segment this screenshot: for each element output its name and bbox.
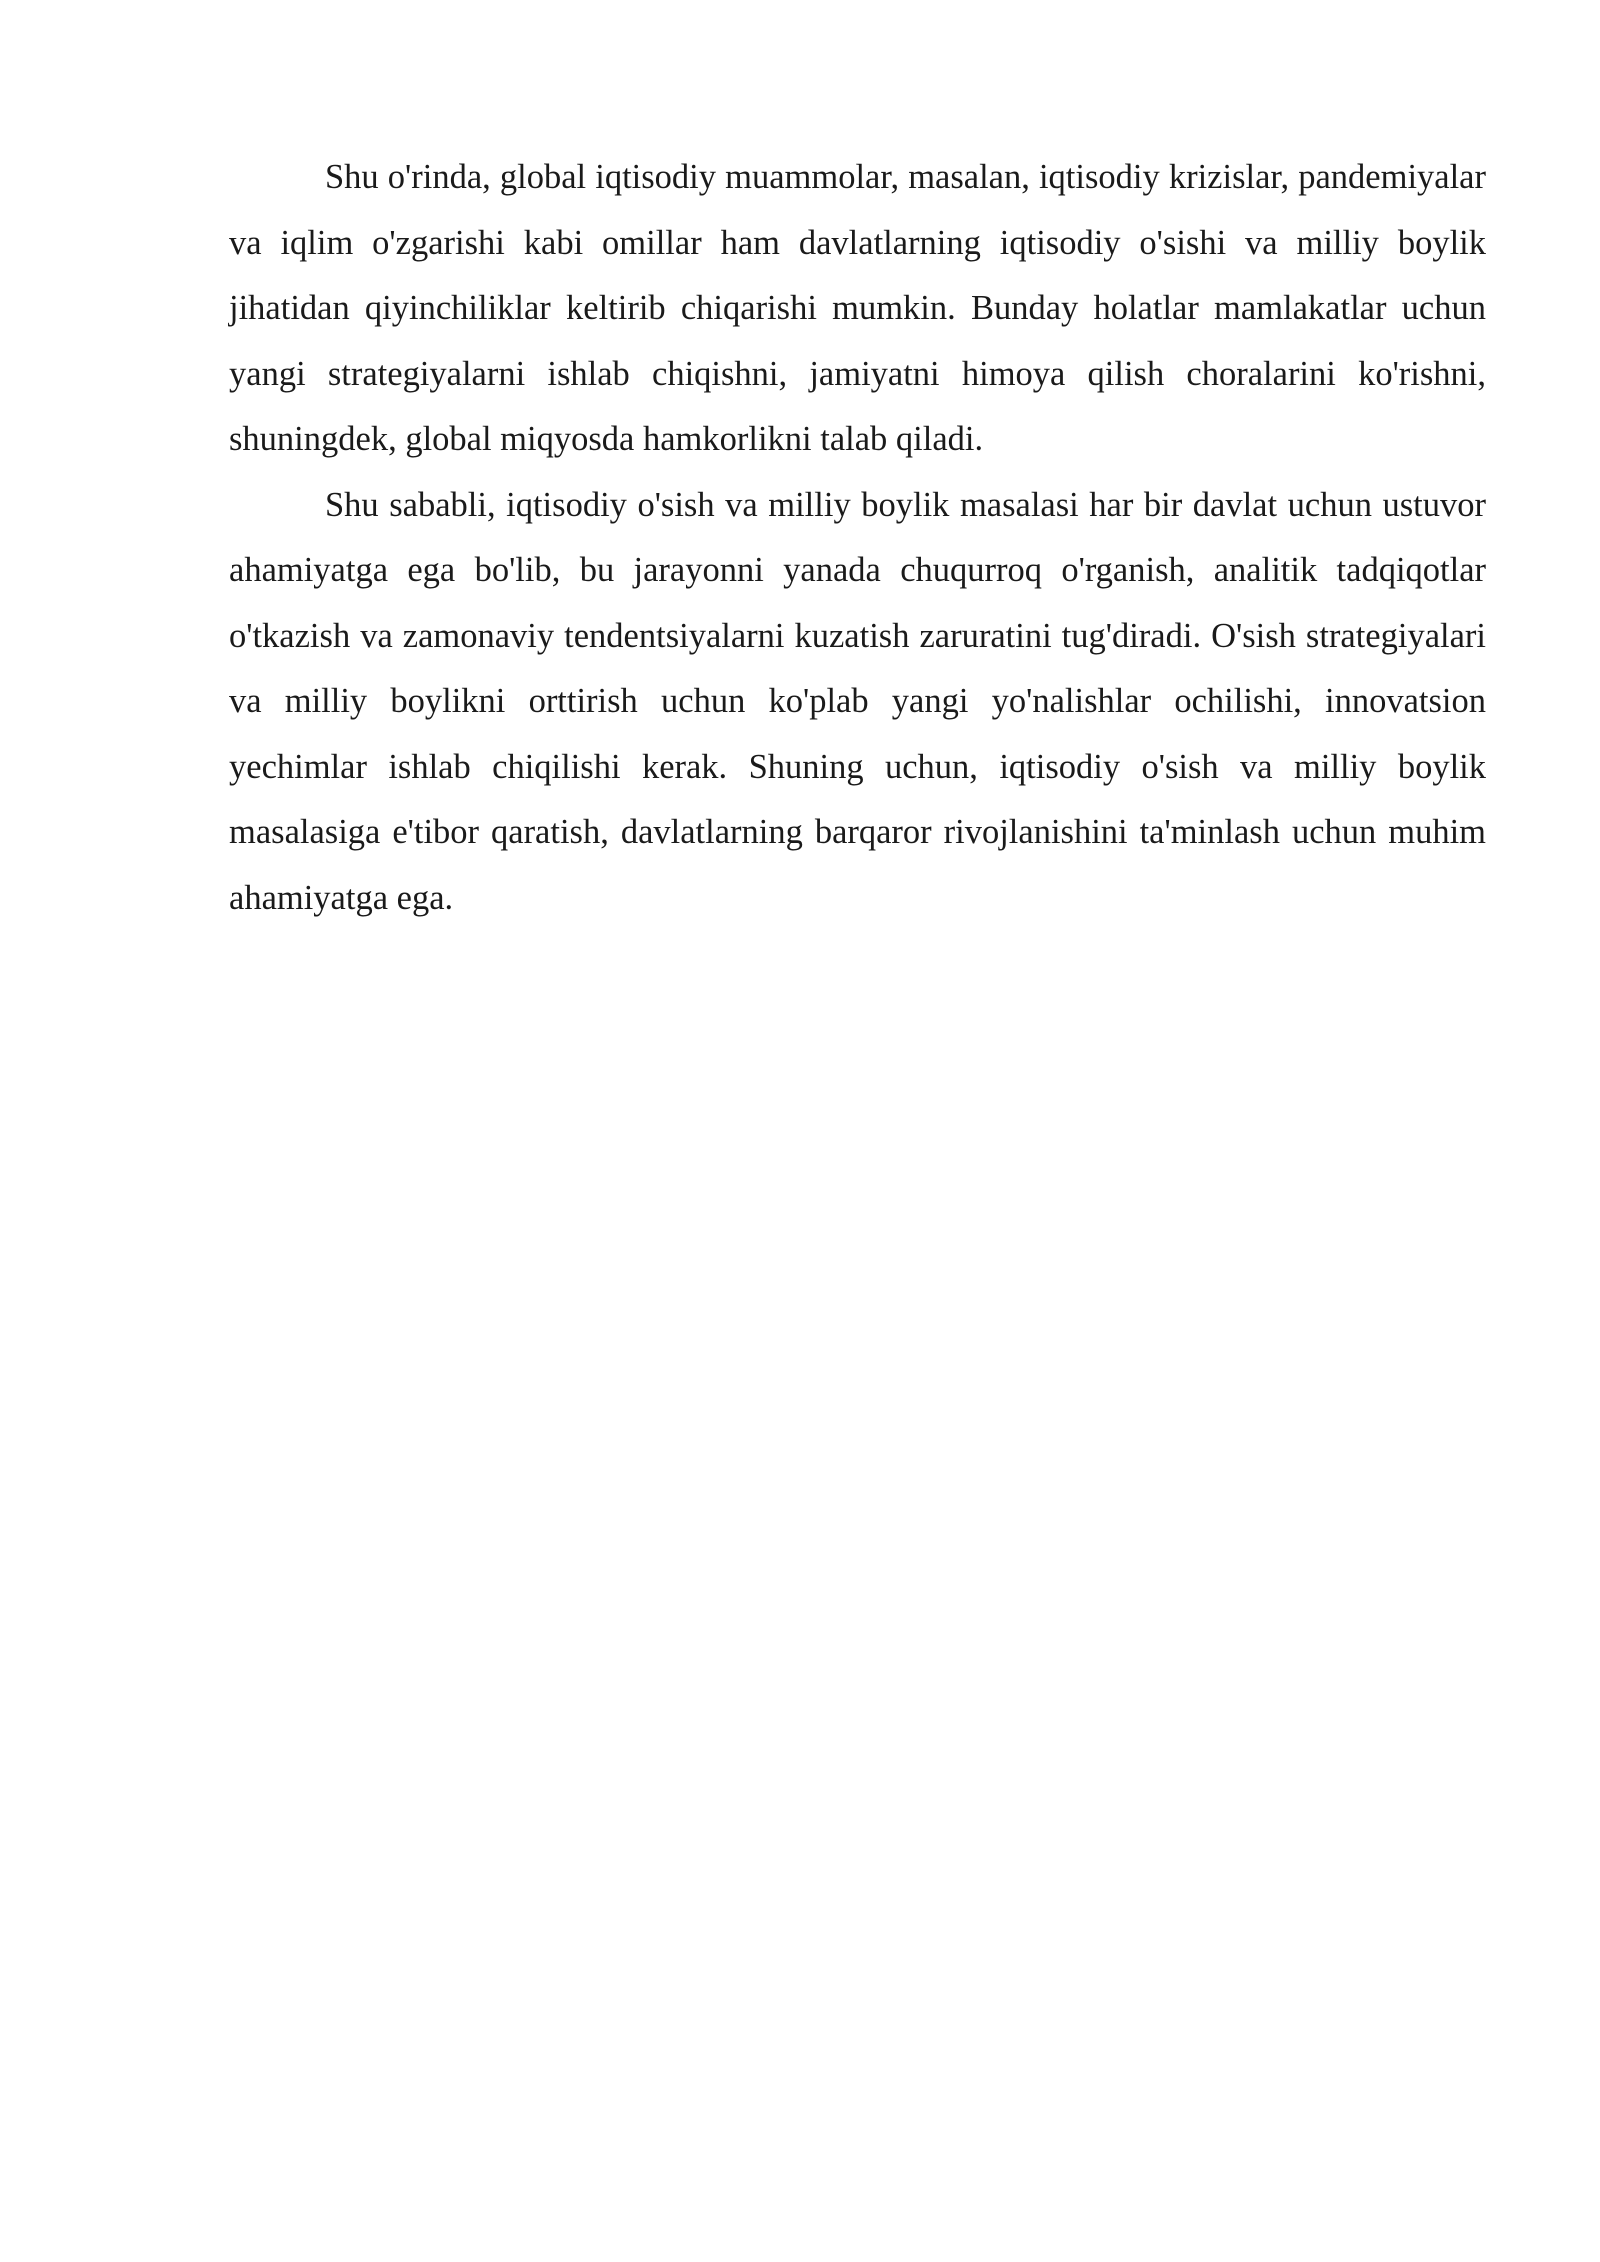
document-body	[229, 145, 1486, 931]
paragraph-1: Shu o'rinda, global iqtisodiy muammolar, masalan, iqtisodiy krizislar, pandemiyalar va iqlim o'zgarishi kabi omillar ham davlatlarning iqtisodiy o'sishi va milliy boylik jihatidan qiyinchiliklar keltirib chiqarishi mumkin. Bunday holatlar mamlakatlar uchun yangi strategiyalarni ishlab chiqishni, jamiyatni himoya qilish choralarini ko'rishni, shuningdek, global miqyosda hamkorlikni talab qiladi.	[229, 158, 1486, 458]
paragraph-2: Shu sababli, iqtisodiy o'sish va milliy boylik masalasi har bir davlat uchun ustuvor ahamiyatga ega bo'lib, bu jarayonni yanada chuqurroq o'rganish, analitik tadqiqotlar o'tkazish va zamonaviy tendentsiyalarni kuzatish zaruratini tug'diradi. O'sish strategiyalari va milliy boylikni orttirish uchun ko'plab yangi yo'nalishlar ochilishi, innovatsion yechimlar ishlab chiqilishi kerak. Shuning uchun, iqtisodiy o'sish va milliy boylik masalasiga e'tibor qaratish, davlatlarning barqaror rivojlanishini ta'minlash uchun muhim ahamiyatga ega.	[229, 485, 1486, 917]
